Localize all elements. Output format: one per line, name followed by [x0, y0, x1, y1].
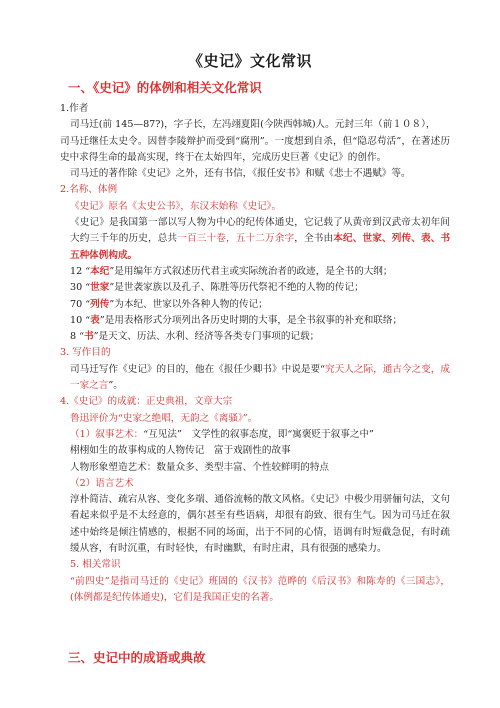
liezhuan-count: 70 “ — [70, 298, 91, 310]
liezhuan-line — [60, 297, 450, 313]
shu-term: 书 — [84, 331, 94, 343]
luxun-comment: 鲁迅评价为“史家之绝唱，无韵之《离骚》”。 — [70, 412, 258, 424]
benji-count: 12 “ — [70, 265, 91, 277]
style-paragraph — [60, 215, 450, 264]
related-knowledge-heading: 5. 相关常识 — [70, 559, 121, 571]
name-style-heading: 2.名称、体例 — [60, 184, 118, 196]
narrative-art-desc: “互见法” 文学性的叙事态度，即“寓褒贬于叙事之中” — [143, 428, 374, 440]
benji-desc: ”是用编年方式叙述历代君主或实际统治者的政迹，是全书的大纲； — [109, 265, 393, 277]
purpose-text-a: 司马迁写作《史记》的目的，他在《报任少卿书》中说是要“ — [70, 363, 325, 375]
section-1-heading: 一、《史记》的体例和相关文化常识 — [68, 80, 262, 95]
shijia-line — [60, 280, 450, 296]
shijia-term: 世家 — [90, 282, 110, 294]
narrative-art-line — [60, 427, 450, 443]
achievement-heading: 4.《史记》的成就：正史典祖，文章大宗 — [60, 396, 233, 408]
purpose-quote: 究天人之际，通古今之变，成一家之言 — [70, 363, 450, 392]
biography-line: 栩栩如生的故事构成的人物传记 富于戏剧性的故事 — [70, 445, 291, 457]
character-art-line: 人物形象塑造艺术：数量众多、类型丰富、个性较鲜明的特点 — [70, 461, 330, 473]
shijia-count: 30 “ — [70, 282, 91, 294]
document-title: 《史记》文化常识 — [187, 52, 312, 70]
shu-line — [60, 329, 450, 345]
four-histories-paragraph: “前四史”是指司马迁的《史记》班固的《汉书》范晔的《后汉书》和陈寿的《三国志》，(体例都是纪传体通史)，它们是我国正史的名著。 — [70, 575, 450, 603]
author-paragraph-3: 司马迁的著作除《史记》之外，还有书信，《报任安书》和赋《悲士不遇赋》等。 — [70, 168, 411, 180]
language-art-heading: （2）语言艺术 — [70, 477, 134, 489]
shijia-desc: ”是世袭家族以及孔子、陈胜等历代祭祀不绝的人物的传记； — [109, 282, 364, 294]
purpose-heading: 3. 写作目的 — [60, 347, 111, 359]
biao-line — [60, 313, 450, 329]
purpose-text-c: ”。 — [108, 380, 123, 392]
section-3-heading: 三、史记中的成语或典故 — [68, 650, 206, 665]
biao-desc: ”是用表格形式分项列出各历史时期的大事，是全书叙事的补充和联络； — [99, 314, 403, 326]
author-paragraph-2: 司马迁继任太史令。因替李陵辩护而受到“腐刑”。一度想到自杀，但“隐忍苟活”，在著述历史中求得生命的最高实现，终于在太始四年，完成历史巨著《史记》的创作。 — [60, 135, 450, 163]
original-name-paragraph: 《史记》原名《太史公书》，东汉末始称《史记》。 — [70, 200, 282, 212]
biao-term: 表 — [90, 314, 100, 326]
purpose-paragraph — [60, 362, 450, 395]
author-heading: 1.作者 — [60, 103, 89, 114]
benji-term: 本纪 — [90, 265, 110, 277]
style-text-c: ，全书由 — [294, 233, 334, 245]
narrative-art-heading: （1）叙事艺术： — [70, 428, 144, 440]
author-paragraph-1: 司马迁(前 145—87?)，字子长，左冯翊夏阳(今陕西韩城)人。元封三年（前１０８）， — [70, 119, 436, 131]
volume-count-text: 一百三十卷，五十二万余字 — [177, 233, 295, 245]
liezhuan-desc: ”为本纪、世家以外各种人物的传记； — [109, 298, 268, 310]
shu-count: 8 “ — [70, 331, 85, 343]
style-text-a: 《史记》是我国第一部以写人物为中心的纪传体通史，它记载了从黄帝到汉武帝太初年间大约三千年的历史，总共 — [70, 217, 450, 245]
liezhuan-term: 列传 — [90, 298, 110, 310]
benji-line — [60, 264, 450, 280]
shu-desc: ”是天文、历法、水利、经济等各类专门事项的记载； — [93, 331, 320, 343]
language-art-paragraph: 淳朴简洁、疏宕从容、变化多端、通俗流畅的散文风格。《史记》中极少用骈俪句法，文句看起来似乎是不太经意的，偶尔甚至有些语病，却很有韵致、很有生气。因为司马迁在叙述中始终是倾注情感的，根据不同的场面，出于不同的心情，语调有时短截急促，有时疏缓从容，有时沉重，有时轻快，有时幽默，有时庄肃，具有很强的感染力。 — [70, 494, 450, 555]
section-1-body — [60, 101, 450, 606]
biao-count: 10 “ — [70, 314, 91, 326]
five-styles-text: 本纪、世家、列传、表、书五种体例构成。 — [70, 233, 451, 261]
